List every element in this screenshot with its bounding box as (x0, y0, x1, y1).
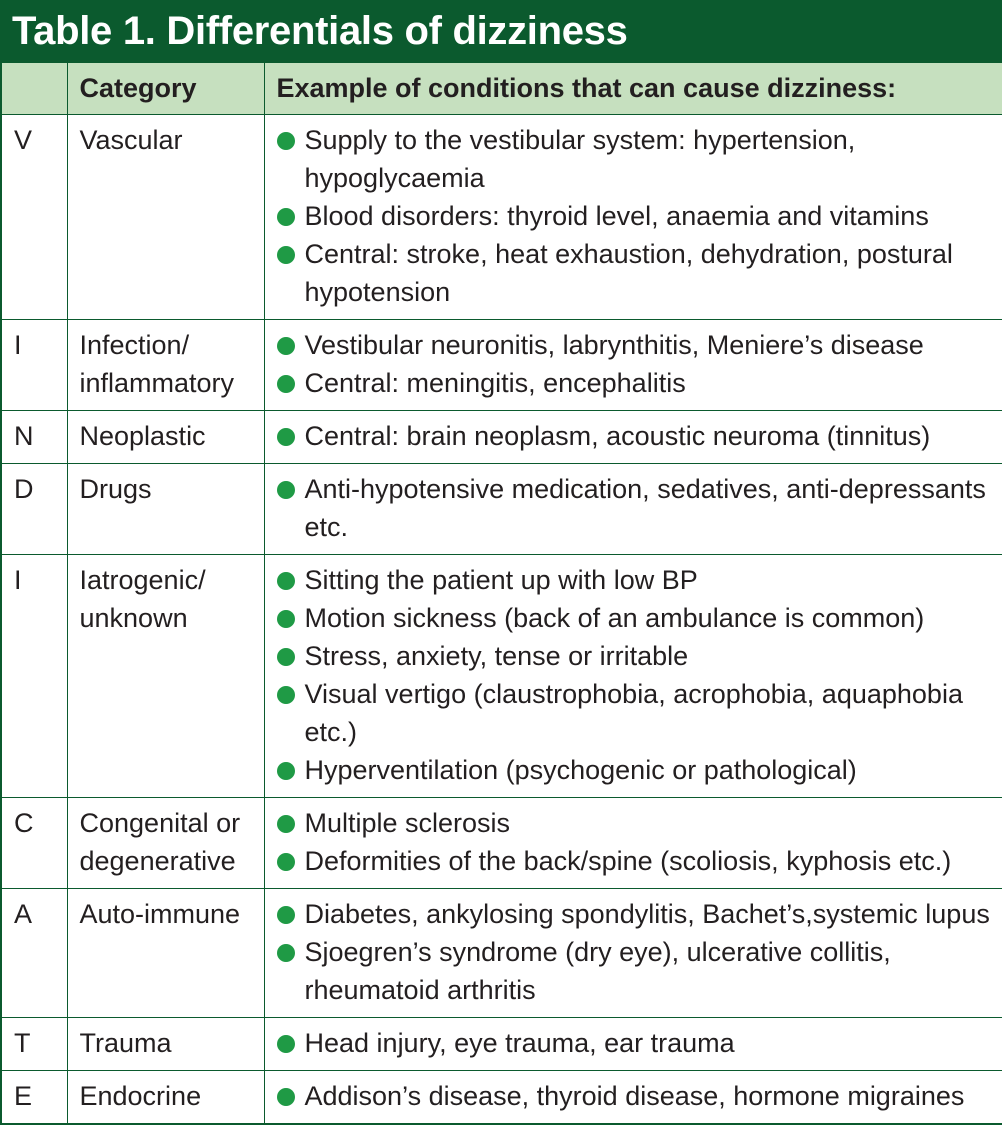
list-item (277, 599, 991, 637)
list-item-text: Addison’s disease, thyroid disease, hormone migraines (304, 1081, 965, 1111)
mnemonic-letter: V (1, 115, 67, 320)
bullet-dot-icon (277, 481, 295, 499)
list-item-text: Vestibular neuronitis, labrynthitis, Meniere’s disease (304, 330, 924, 360)
bullet-dot-icon (277, 944, 295, 962)
header-row (1, 63, 1002, 115)
list-item-text: Multiple sclerosis (304, 808, 511, 838)
examples-cell (264, 115, 1002, 320)
examples-list (277, 470, 991, 546)
category-cell: Auto-immune (67, 889, 264, 1018)
list-item (277, 804, 991, 842)
examples-list (277, 1024, 991, 1062)
mnemonic-letter: A (1, 889, 67, 1018)
category-cell: Iatrogenic/ unknown (67, 555, 264, 798)
list-item (277, 364, 991, 402)
mnemonic-letter: N (1, 411, 67, 464)
category-cell: Congenital or degenerative (67, 798, 264, 889)
category-cell: Infection/ inflammatory (67, 320, 264, 411)
examples-list (277, 417, 991, 455)
list-item-text: Hyperventilation (psychogenic or pathological) (304, 755, 857, 785)
header-examples: Example of conditions that can cause dizziness: (264, 63, 1002, 115)
category-cell: Neoplastic (67, 411, 264, 464)
list-item (277, 842, 991, 880)
examples-cell (264, 889, 1002, 1018)
examples-cell (264, 798, 1002, 889)
mnemonic-letter: I (1, 320, 67, 411)
examples-list (277, 895, 991, 1009)
list-item (277, 933, 991, 1009)
list-item-text: Anti-hypotensive medication, sedatives, anti-depressants etc. (304, 474, 986, 542)
bullet-dot-icon (277, 428, 295, 446)
bullet-dot-icon (277, 337, 295, 355)
header-category: Category (67, 63, 264, 115)
list-item-text: Sitting the patient up with low BP (304, 565, 698, 595)
list-item-text: Head injury, eye trauma, ear trauma (304, 1028, 735, 1058)
bullet-dot-icon (277, 246, 295, 264)
list-item-text: Sjoegren’s syndrome (dry eye), ulcerative collitis, rheumatoid arthritis (304, 937, 891, 1005)
bullet-dot-icon (277, 610, 295, 628)
bullet-dot-icon (277, 686, 295, 704)
examples-list (277, 804, 991, 880)
examples-cell (264, 1071, 1002, 1125)
category-cell: Drugs (67, 464, 264, 555)
list-item-text: Stress, anxiety, tense or irritable (304, 641, 689, 671)
examples-cell (264, 411, 1002, 464)
bullet-dot-icon (277, 572, 295, 590)
list-item-text: Central: meningitis, encephalitis (304, 368, 686, 398)
category-cell: Vascular (67, 115, 264, 320)
table-row (1, 115, 1002, 320)
category-cell: Trauma (67, 1018, 264, 1071)
list-item (277, 637, 991, 675)
table-row (1, 411, 1002, 464)
table-title: Table 1. Differentials of dizziness (0, 0, 1002, 62)
bullet-dot-icon (277, 375, 295, 393)
table-row (1, 555, 1002, 798)
bullet-dot-icon (277, 132, 295, 150)
list-item (277, 235, 991, 311)
list-item (277, 121, 991, 197)
examples-list (277, 1077, 991, 1115)
list-item-text: Supply to the vestibular system: hypertension, hypoglycaemia (304, 125, 856, 193)
list-item (277, 326, 991, 364)
list-item-text: Diabetes, ankylosing spondylitis, Bachet’s,systemic lupus (304, 899, 990, 929)
mnemonic-letter: I (1, 555, 67, 798)
mnemonic-letter: C (1, 798, 67, 889)
list-item (277, 561, 991, 599)
bullet-dot-icon (277, 1088, 295, 1106)
table-row (1, 320, 1002, 411)
list-item (277, 1077, 991, 1115)
bullet-dot-icon (277, 1035, 295, 1053)
mnemonic-letter: E (1, 1071, 67, 1125)
table-row (1, 1071, 1002, 1125)
bullet-dot-icon (277, 853, 295, 871)
list-item-text: Visual vertigo (claustrophobia, acrophobia, aquaphobia etc.) (304, 679, 963, 747)
list-item (277, 895, 991, 933)
examples-list (277, 326, 991, 402)
examples-cell (264, 1018, 1002, 1071)
list-item (277, 675, 991, 751)
table-row (1, 1018, 1002, 1071)
list-item-text: Blood disorders: thyroid level, anaemia and vitamins (304, 201, 929, 231)
list-item (277, 751, 991, 789)
category-cell: Endocrine (67, 1071, 264, 1125)
bullet-dot-icon (277, 906, 295, 924)
list-item-text: Motion sickness (back of an ambulance is common) (304, 603, 925, 633)
bullet-dot-icon (277, 815, 295, 833)
header-letter (1, 63, 67, 115)
list-item-text: Deformities of the back/spine (scoliosis, kyphosis etc.) (304, 846, 952, 876)
differentials-table (0, 62, 1002, 1125)
table-row (1, 798, 1002, 889)
mnemonic-letter: T (1, 1018, 67, 1071)
list-item (277, 417, 991, 455)
list-item (277, 1024, 991, 1062)
bullet-dot-icon (277, 762, 295, 780)
examples-list (277, 561, 991, 789)
table-row (1, 464, 1002, 555)
table-row (1, 889, 1002, 1018)
mnemonic-letter: D (1, 464, 67, 555)
examples-cell (264, 555, 1002, 798)
list-item-text: Central: stroke, heat exhaustion, dehydration, postural hypotension (304, 239, 953, 307)
examples-cell (264, 320, 1002, 411)
list-item (277, 470, 991, 546)
list-item-text: Central: brain neoplasm, acoustic neuroma (tinnitus) (304, 421, 931, 451)
bullet-dot-icon (277, 648, 295, 666)
table-body (1, 115, 1002, 1125)
list-item (277, 197, 991, 235)
examples-cell (264, 464, 1002, 555)
examples-list (277, 121, 991, 311)
bullet-dot-icon (277, 208, 295, 226)
